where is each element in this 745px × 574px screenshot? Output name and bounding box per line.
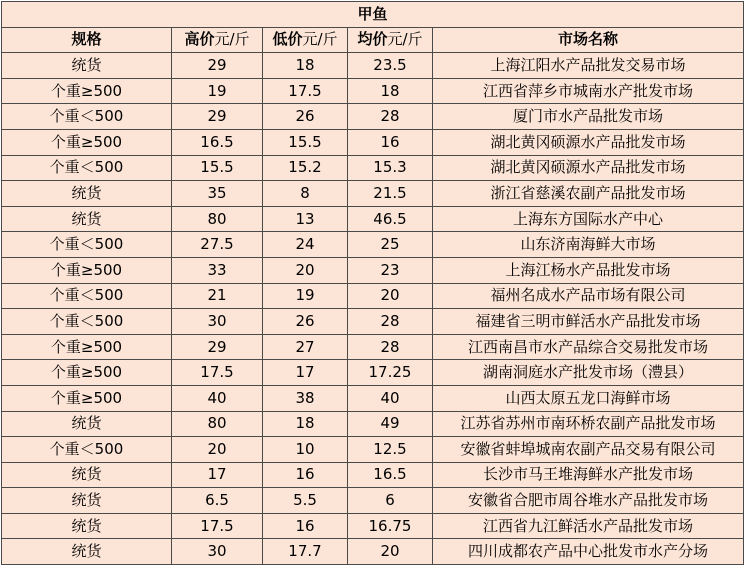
cell-low-price: 17.5	[263, 78, 348, 104]
cell-high-price: 17.5	[172, 513, 263, 539]
cell-low-price: 18	[263, 411, 348, 437]
cell-avg-price: 15.3	[348, 155, 433, 181]
table-row	[2, 539, 744, 565]
table-row	[2, 104, 744, 130]
cell-avg-price: 21.5	[348, 181, 433, 207]
table-row	[2, 181, 744, 207]
cell-market: 山东济南海鲜大市场	[433, 232, 744, 258]
cell-spec: 个重≥500	[2, 257, 172, 283]
cell-avg-price: 40	[348, 385, 433, 411]
table-row	[2, 462, 744, 488]
cell-market: 上海江阳水产品批发交易市场	[433, 53, 744, 79]
table-row	[2, 437, 744, 463]
cell-market: 福建省三明市鲜活水产品批发市场	[433, 309, 744, 335]
header-spec: 规格	[2, 27, 172, 53]
cell-high-price: 17	[172, 462, 263, 488]
cell-spec: 个重＜500	[2, 232, 172, 258]
cell-avg-price: 28	[348, 309, 433, 335]
cell-spec: 个重＜500	[2, 104, 172, 130]
cell-high-price: 27.5	[172, 232, 263, 258]
cell-low-price: 26	[263, 104, 348, 130]
cell-market: 厦门市水产品批发市场	[433, 104, 744, 130]
cell-spec: 个重≥500	[2, 385, 172, 411]
cell-high-price: 33	[172, 257, 263, 283]
table-row	[2, 360, 744, 386]
cell-low-price: 8	[263, 181, 348, 207]
cell-market: 四川成都农产品中心批发市水产分场	[433, 539, 744, 565]
cell-low-price: 19	[263, 283, 348, 309]
price-table	[1, 1, 744, 565]
cell-high-price: 29	[172, 104, 263, 130]
table-row	[2, 488, 744, 514]
cell-avg-price: 17.25	[348, 360, 433, 386]
cell-low-price: 18	[263, 53, 348, 79]
cell-spec: 个重＜500	[2, 309, 172, 335]
cell-high-price: 6.5	[172, 488, 263, 514]
cell-high-price: 29	[172, 334, 263, 360]
cell-avg-price: 28	[348, 334, 433, 360]
cell-market: 福州名成水产品市场有限公司	[433, 283, 744, 309]
cell-low-price: 16	[263, 462, 348, 488]
cell-low-price: 26	[263, 309, 348, 335]
cell-spec: 统货	[2, 513, 172, 539]
cell-avg-price: 18	[348, 78, 433, 104]
cell-market: 湖北黄冈硕源水产品批发市场	[433, 129, 744, 155]
cell-spec: 个重≥500	[2, 360, 172, 386]
cell-spec: 个重＜500	[2, 283, 172, 309]
header-high-price: 高价元/斤	[172, 27, 263, 53]
cell-market: 长沙市马王堆海鲜水产批发市场	[433, 462, 744, 488]
cell-high-price: 35	[172, 181, 263, 207]
header-low-price: 低价元/斤	[263, 27, 348, 53]
header-market: 市场名称	[433, 27, 744, 53]
cell-spec: 个重＜500	[2, 437, 172, 463]
table-row	[2, 129, 744, 155]
cell-market: 浙江省慈溪农副产品批发市场	[433, 181, 744, 207]
cell-market: 山西太原五龙口海鲜市场	[433, 385, 744, 411]
cell-market: 江苏省苏州市南环桥农副产品批发市场	[433, 411, 744, 437]
table-row	[2, 206, 744, 232]
cell-high-price: 80	[172, 206, 263, 232]
header-avg-price: 均价元/斤	[348, 27, 433, 53]
table-title: 甲鱼	[2, 2, 744, 28]
cell-spec: 个重≥500	[2, 334, 172, 360]
cell-market: 安徽省蚌埠城南农副产品交易有限公司	[433, 437, 744, 463]
cell-low-price: 38	[263, 385, 348, 411]
table-row	[2, 513, 744, 539]
cell-low-price: 17	[263, 360, 348, 386]
cell-low-price: 15.2	[263, 155, 348, 181]
table-row	[2, 232, 744, 258]
table-row	[2, 53, 744, 79]
cell-avg-price: 49	[348, 411, 433, 437]
cell-avg-price: 6	[348, 488, 433, 514]
cell-spec: 统货	[2, 488, 172, 514]
cell-market: 湖南洞庭水产批发市场（澧县）	[433, 360, 744, 386]
cell-spec: 统货	[2, 411, 172, 437]
cell-market: 江西南昌市水产品综合交易批发市场	[433, 334, 744, 360]
cell-avg-price: 16.5	[348, 462, 433, 488]
cell-avg-price: 16.75	[348, 513, 433, 539]
cell-low-price: 24	[263, 232, 348, 258]
cell-low-price: 16	[263, 513, 348, 539]
cell-avg-price: 20	[348, 539, 433, 565]
cell-spec: 统货	[2, 462, 172, 488]
cell-avg-price: 12.5	[348, 437, 433, 463]
cell-low-price: 13	[263, 206, 348, 232]
cell-avg-price: 25	[348, 232, 433, 258]
cell-high-price: 20	[172, 437, 263, 463]
cell-market: 安徽省合肥市周谷堆水产品批发市场	[433, 488, 744, 514]
cell-market: 江西省九江鲜活水产品批发市场	[433, 513, 744, 539]
cell-high-price: 30	[172, 539, 263, 565]
cell-spec: 统货	[2, 206, 172, 232]
cell-high-price: 29	[172, 53, 263, 79]
table-row	[2, 385, 744, 411]
cell-spec: 统货	[2, 181, 172, 207]
table-row	[2, 334, 744, 360]
cell-avg-price: 46.5	[348, 206, 433, 232]
cell-avg-price: 23	[348, 257, 433, 283]
cell-market: 湖北黄冈硕源水产品批发市场	[433, 155, 744, 181]
cell-high-price: 21	[172, 283, 263, 309]
cell-high-price: 80	[172, 411, 263, 437]
cell-spec: 统货	[2, 53, 172, 79]
cell-avg-price: 20	[348, 283, 433, 309]
cell-spec: 个重＜500	[2, 155, 172, 181]
table-row	[2, 155, 744, 181]
table-row	[2, 309, 744, 335]
title-row	[2, 2, 744, 28]
cell-spec: 个重≥500	[2, 78, 172, 104]
table-row	[2, 78, 744, 104]
cell-avg-price: 23.5	[348, 53, 433, 79]
cell-avg-price: 28	[348, 104, 433, 130]
cell-high-price: 19	[172, 78, 263, 104]
cell-high-price: 30	[172, 309, 263, 335]
cell-low-price: 20	[263, 257, 348, 283]
cell-low-price: 17.7	[263, 539, 348, 565]
table-row	[2, 283, 744, 309]
cell-avg-price: 16	[348, 129, 433, 155]
cell-spec: 个重≥500	[2, 129, 172, 155]
cell-high-price: 40	[172, 385, 263, 411]
cell-low-price: 27	[263, 334, 348, 360]
cell-low-price: 10	[263, 437, 348, 463]
cell-market: 上海东方国际水产中心	[433, 206, 744, 232]
cell-high-price: 15.5	[172, 155, 263, 181]
header-row	[2, 27, 744, 53]
table-row	[2, 257, 744, 283]
cell-high-price: 16.5	[172, 129, 263, 155]
cell-market: 上海江杨水产品批发市场	[433, 257, 744, 283]
cell-low-price: 5.5	[263, 488, 348, 514]
cell-market: 江西省萍乡市城南水产批发市场	[433, 78, 744, 104]
cell-spec: 统货	[2, 539, 172, 565]
cell-low-price: 15.5	[263, 129, 348, 155]
cell-high-price: 17.5	[172, 360, 263, 386]
table-row	[2, 411, 744, 437]
